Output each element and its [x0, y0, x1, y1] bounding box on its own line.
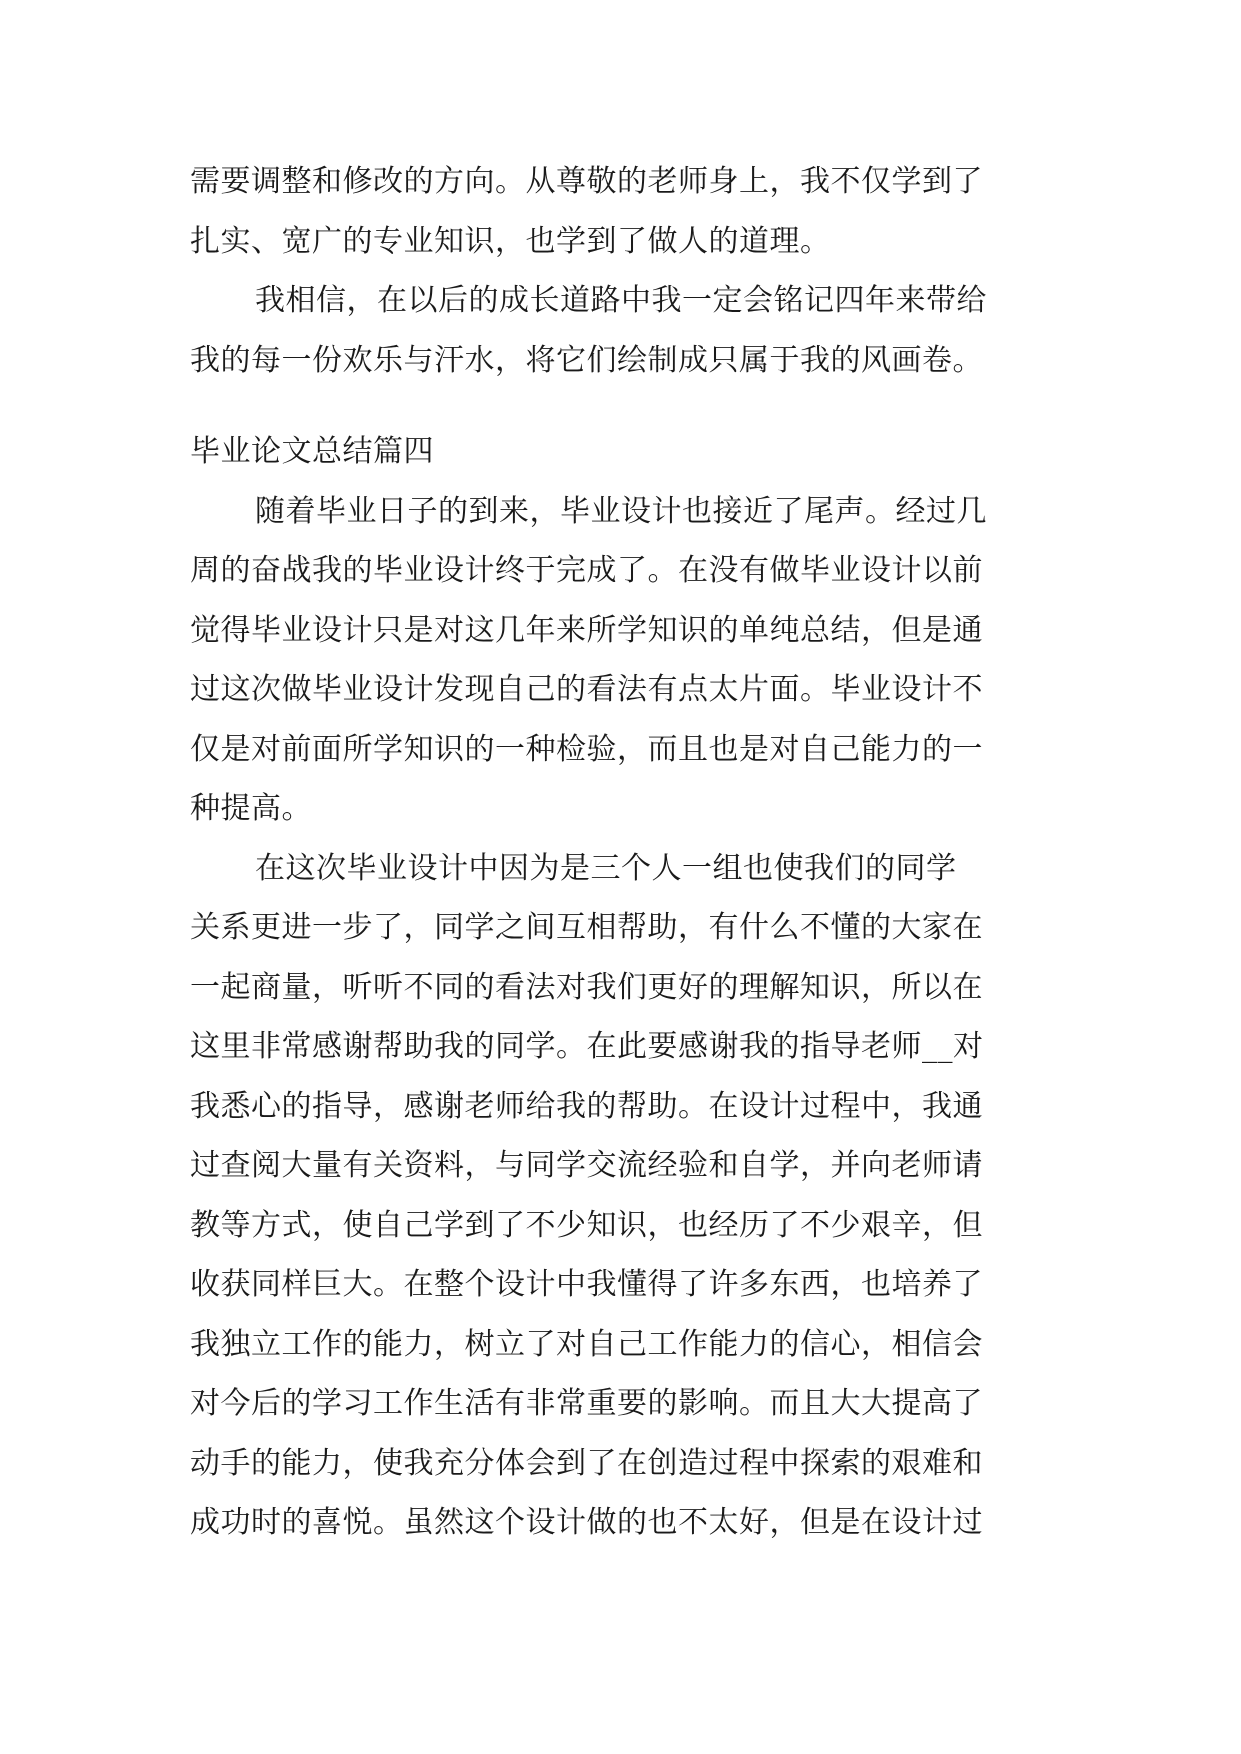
text-line: 觉得毕业设计只是对这几年来所学知识的单纯总结，但是通 [190, 612, 983, 648]
previous-section-paragraph [190, 152, 1060, 271]
text-line: 我相信，在以后的成长道路中我一定会铭记四年来带给 [255, 283, 987, 318]
text-line: 收获同样巨大。在整个设计中我懂得了许多东西，也培养了 [190, 1267, 983, 1302]
text-line: 我独立工作的能力，树立了对自己工作能力的信心，相信会 [190, 1326, 983, 1362]
text-line: 随着毕业日子的到来，毕业设计也接近了尾声。经过几 [255, 493, 987, 529]
text-line: 成功时的喜悦。虽然这个设计做的也不太好，但是在设计过 [190, 1505, 983, 1540]
text-line: 这里非常感谢帮助我的同学。在此要感谢我的指导老师__对 [190, 1029, 984, 1064]
text-line: 过这次做毕业设计发现自己的看法有点太片面。毕业设计不 [190, 672, 983, 707]
text-line: 一起商量，听听不同的看法对我们更好的理解知识，所以在 [190, 969, 983, 1005]
text-line: 教等方式，使自己学到了不少知识，也经历了不少艰辛，但 [190, 1207, 983, 1243]
document-body [190, 152, 1060, 1553]
text-line: 对今后的学习工作生活有非常重要的影响。而且大大提高了 [190, 1386, 983, 1421]
text-line: 我的每一份欢乐与汗水，将它们绘制成只属于我的风画卷。 [190, 342, 983, 378]
section-title: 毕业论文总结篇四 [190, 434, 434, 469]
text-line: 仅是对前面所学知识的一种检验，而且也是对自己能力的一 [190, 731, 983, 767]
text-line: 在这次毕业设计中因为是三个人一组也使我们的同学 [255, 850, 957, 886]
text-line: 种提高。 [190, 791, 312, 826]
text-line: 我悉心的指导，感谢老师给我的帮助。在设计过程中，我通 [190, 1088, 983, 1124]
text-line: 动手的能力，使我充分体会到了在创造过程中探索的艰难和 [190, 1445, 983, 1481]
text-line: 需要调整和修改的方向。从尊敬的老师身上，我不仅学到了 [190, 164, 983, 199]
text-line: 周的奋战我的毕业设计终于完成了。在没有做毕业设计以前 [190, 553, 983, 588]
text-line: 关系更进一步了，同学之间互相帮助，有什么不懂的大家在 [190, 910, 983, 945]
paragraph-one [190, 482, 1060, 839]
paragraph-two [190, 839, 1060, 1553]
text-line: 过查阅大量有关资料，与同学交流经验和自学，并向老师请 [190, 1148, 983, 1183]
text-line: 扎实、宽广的专业知识，也学到了做人的道理。 [190, 223, 831, 259]
closing-paragraph [190, 271, 1060, 390]
